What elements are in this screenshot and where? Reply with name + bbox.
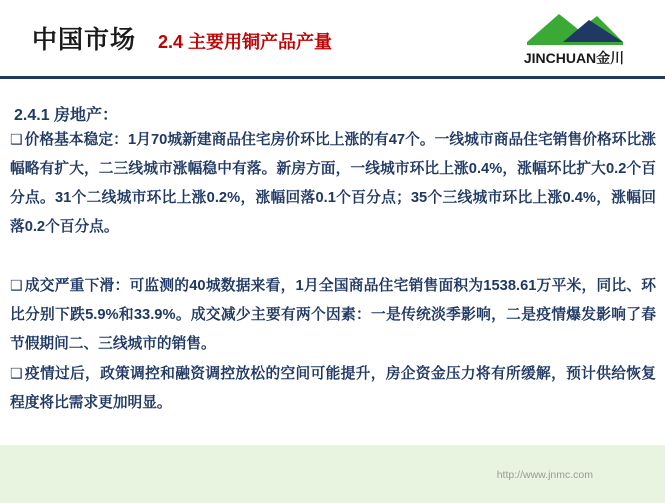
paragraph-text: 疫情过后，政策调控和融资调控放松的空间可能提升，房企资金压力将有所缓解，预计供给恢复程度将比需求更加明显。 <box>10 366 656 411</box>
slide-header <box>0 0 665 78</box>
paragraph-price <box>10 126 656 242</box>
footer-band <box>0 443 665 503</box>
paragraph-lead: 价格基本稳定： <box>24 132 128 148</box>
paragraph-text: 可监测的40城数据来看，1月全国商品住宅销售面积为1538.61万平米，同比、环比分别下跌5.9%和33.9%。成交减少主要有两个因素：一是传统淡季影响，二是疫情爆发影响了春节假期间二、三线城市的销售。 <box>10 278 656 352</box>
slide-body <box>0 82 665 442</box>
paragraph-lead: 成交严重下滑： <box>24 278 130 294</box>
footer-url[interactable]: http://www.jnmc.com <box>496 469 593 481</box>
header-divider <box>0 76 665 79</box>
bullet-icon: ❑ <box>10 278 23 294</box>
bullet-icon: ❑ <box>10 132 23 148</box>
page-subtitle: 2.4 主要用铜产品产量 <box>158 32 333 52</box>
page-title: 中国市场 <box>32 26 137 54</box>
paragraph-sales <box>10 272 656 359</box>
paragraph-outlook <box>10 360 656 418</box>
section-title: 2.4.1 房地产： <box>14 107 119 124</box>
jinchuan-logo-icon <box>523 8 627 48</box>
paragraph-text: 1月70城新建商品住宅房价环比上涨的有47个。一线城市商品住宅销售价格环比涨幅略有扩大，二三线城市涨幅稳中有落。新房方面，一线城市环比上涨0.4%，涨幅环比扩大0.2个百分点。31个二线城市环比上涨0.2%，涨幅回落0.1个百分点；35个三线城市环比上涨0.4%，涨幅回落0.2个百分点。 <box>10 132 656 235</box>
bullet-icon: ❑ <box>10 366 23 382</box>
logo-text: JINCHUAN金川 <box>523 50 625 66</box>
company-logo <box>501 8 647 70</box>
